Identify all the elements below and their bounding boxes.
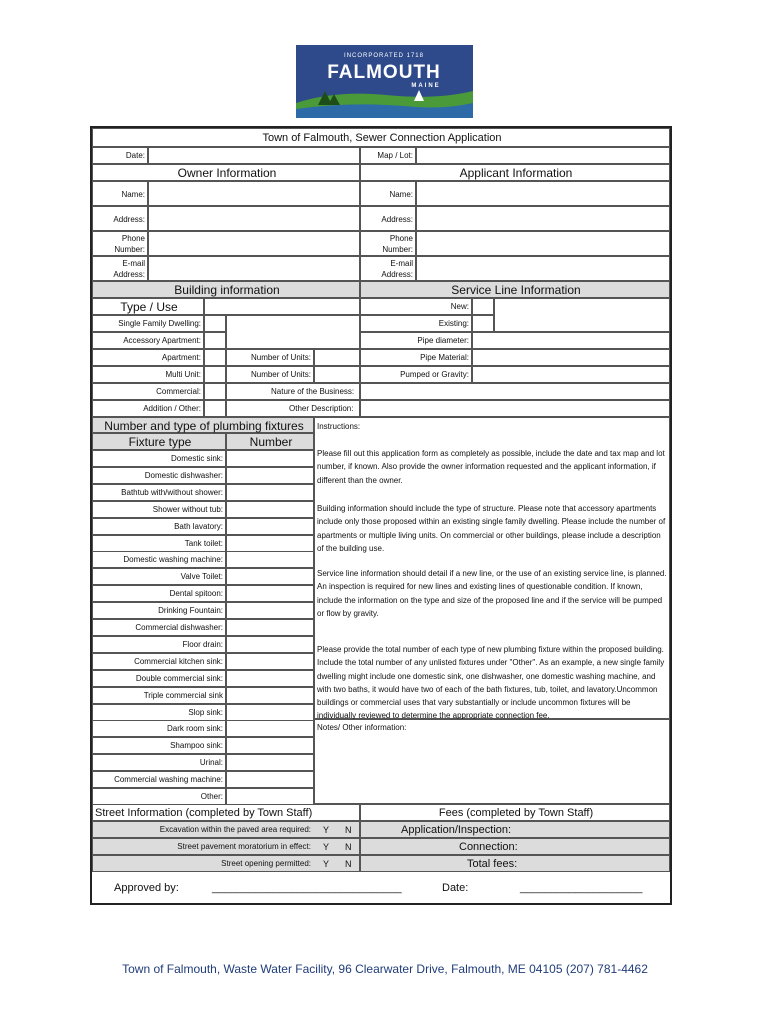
fixture-row-label xyxy=(92,737,226,754)
fixture-label: Urinal: xyxy=(199,758,223,767)
fixture-number-field[interactable] xyxy=(226,737,314,754)
street-q1-no[interactable]: N xyxy=(345,825,352,835)
fixture-row-label xyxy=(92,670,226,687)
applicant-phone-label-cell xyxy=(360,231,416,256)
fixture-number-field[interactable] xyxy=(226,585,314,602)
fixture-label: Commercial kitchen sink: xyxy=(134,657,223,666)
fixture-row-label xyxy=(92,467,226,484)
fees-heading-cell xyxy=(360,804,670,821)
fixture-row-label xyxy=(92,619,226,636)
logo-state: MAINE xyxy=(411,83,441,89)
date-label-cell xyxy=(92,147,148,164)
applicant-phone-label-2: Number: xyxy=(382,245,413,254)
pumped-label: Pumped or Gravity: xyxy=(400,370,469,379)
fee-app-row xyxy=(360,821,670,838)
owner-name-label: Name: xyxy=(121,190,145,199)
addition-label-cell xyxy=(92,400,204,417)
street-q2-no[interactable]: N xyxy=(345,842,352,852)
building-heading-cell xyxy=(92,281,360,298)
applicant-phone-field[interactable] xyxy=(416,231,670,256)
fixture-row-label xyxy=(92,704,226,721)
notes-box[interactable] xyxy=(314,719,670,804)
nature-label-cell xyxy=(226,383,360,400)
falmouth-logo xyxy=(296,45,473,118)
fixture-row-label xyxy=(92,653,226,670)
fixture-label: Other: xyxy=(200,792,223,801)
applicant-email-label-2: Address: xyxy=(381,270,413,279)
approved-by-label: Approved by: xyxy=(114,882,179,894)
service-spacer xyxy=(494,298,670,332)
fixture-number-field[interactable] xyxy=(226,670,314,687)
fee-app-label: Application/Inspection: xyxy=(401,824,512,836)
fixture-row-label xyxy=(92,636,226,653)
fixture-row-label xyxy=(92,568,226,585)
map-lot-label-cell xyxy=(360,147,416,164)
applicant-email-field[interactable] xyxy=(416,256,670,281)
material-label-cell xyxy=(360,349,472,366)
footer-address: Town of Falmouth, Waste Water Facility, 96 Clearwater Drive, Falmouth, ME 04105 (207) 781-4462 xyxy=(122,962,648,976)
fixture-number-field[interactable] xyxy=(226,551,314,568)
fixture-label: Domestic washing machine: xyxy=(123,555,223,564)
acc-label-cell xyxy=(92,332,204,349)
approval-date-label: Date: xyxy=(442,882,469,894)
other-desc-label: Other Description: xyxy=(289,404,354,413)
owner-address-label: Address: xyxy=(113,215,145,224)
pumped-field[interactable] xyxy=(472,366,670,383)
fixture-number-field[interactable] xyxy=(226,653,314,670)
fixture-label: Dark room sink: xyxy=(166,724,223,733)
fixture-label: Bathtub with/without shower: xyxy=(121,488,223,497)
acc-label: Accessory Apartment: xyxy=(123,336,201,345)
diameter-field[interactable] xyxy=(472,332,670,349)
street-q2-row xyxy=(92,838,360,855)
applicant-name-field[interactable] xyxy=(416,181,670,206)
units2-label-cell xyxy=(226,366,314,383)
owner-phone-label-cell xyxy=(92,231,148,256)
fixture-label: Slop sink: xyxy=(188,708,223,717)
instructions-p2: Building information should include the type of structure. Please note that accessory apartments include only those proposed within an existing single family dwelling. Please include the number of apartments or multiple living units. On commercial or other buildings, please include a description of the building use. xyxy=(317,504,666,553)
instructions-p1: Please fill out this application form as completely as possible, include the date and tax map and lot number, if known. Also provide the owner information requested and the applicant information, if different than the owner. xyxy=(317,449,665,485)
owner-address-field[interactable] xyxy=(148,206,360,231)
building-heading: Building information xyxy=(174,283,280,297)
existing-label-cell xyxy=(360,315,472,332)
owner-email-field[interactable] xyxy=(148,256,360,281)
fee-conn-row xyxy=(360,838,670,855)
plumbing-heading-cell xyxy=(92,417,314,433)
number-label: Number xyxy=(249,435,293,449)
street-q1-row xyxy=(92,821,360,838)
plumbing-heading: Number and type of plumbing fixtures xyxy=(104,419,304,433)
fixture-number-field[interactable] xyxy=(226,501,314,518)
date-label: Date: xyxy=(125,151,145,160)
instructions-p3: Service line information should detail if a new line, or the use of an existing service line, is planned. An inspection is required for new lines and existing lines of questionable condition. If known, include the information on the type and size of the proposed line and if the service will be pumped or flow by gravity. xyxy=(317,569,667,618)
street-q1-yes[interactable]: Y xyxy=(323,825,330,835)
fixture-row-label xyxy=(92,450,226,467)
owner-heading: Owner Information xyxy=(177,166,277,180)
fixture-row-label xyxy=(92,585,226,602)
fixture-label: Bath lavatory: xyxy=(174,522,223,531)
applicant-name-label: Name: xyxy=(389,190,413,199)
commercial-label-cell xyxy=(92,383,204,400)
fixture-label: Commercial dishwasher: xyxy=(135,623,223,632)
apt-field[interactable] xyxy=(204,349,226,366)
new-label: New: xyxy=(450,302,469,311)
applicant-heading: Applicant Information xyxy=(459,166,573,180)
fixture-number-field[interactable] xyxy=(226,518,314,535)
fixture-label: Commercial washing machine: xyxy=(114,775,223,784)
existing-label: Existing: xyxy=(438,319,469,328)
applicant-heading-cell xyxy=(360,164,670,181)
street-q3-yes[interactable]: Y xyxy=(323,859,330,869)
units2-label: Number of Units: xyxy=(250,370,311,379)
street-q2: Street pavement moratorium in effect: xyxy=(177,842,311,851)
service-heading: Service Line Information xyxy=(451,283,581,297)
fixture-number-field[interactable] xyxy=(226,687,314,704)
fixture-number-field[interactable] xyxy=(226,602,314,619)
pumped-label-cell xyxy=(360,366,472,383)
material-field[interactable] xyxy=(472,349,670,366)
fixture-row-label xyxy=(92,720,226,737)
nature-label: Nature of the Business: xyxy=(271,387,355,396)
fixture-row-label xyxy=(92,771,226,788)
addition-label: Addition / Other: xyxy=(143,404,201,413)
fixture-label: Double commercial sink: xyxy=(135,674,223,683)
owner-email-label-1: E-mail xyxy=(122,259,145,268)
fee-conn-label: Connection: xyxy=(459,841,518,853)
fees-heading: Fees (completed by Town Staff) xyxy=(438,807,594,819)
fixture-label: Tank toilet: xyxy=(184,539,223,548)
other-desc-label-cell xyxy=(226,400,360,417)
new-label-cell xyxy=(360,298,472,315)
fee-total-label: Total fees: xyxy=(467,858,518,870)
title-cell xyxy=(92,128,670,147)
street-heading-cell xyxy=(92,804,360,821)
multi-label-cell xyxy=(92,366,204,383)
units2-field[interactable] xyxy=(314,366,360,383)
units1-label-cell xyxy=(226,349,314,366)
street-q3-no[interactable]: N xyxy=(345,859,352,869)
fixture-number-field[interactable] xyxy=(226,535,314,552)
owner-phone-label-2: Number: xyxy=(114,245,145,254)
nature-field[interactable] xyxy=(360,383,670,400)
apt-label-cell xyxy=(92,349,204,366)
type-use-spacer xyxy=(204,298,360,315)
units1-field[interactable] xyxy=(314,349,360,366)
service-heading-cell xyxy=(360,281,670,298)
fixture-number-field[interactable] xyxy=(226,788,314,805)
fixture-label: Domestic sink: xyxy=(170,454,223,463)
sfd-label: Single Family Dwelling: xyxy=(118,319,201,328)
applicant-address-label-cell xyxy=(360,206,416,231)
fixture-number-field[interactable] xyxy=(226,704,314,721)
owner-name-field[interactable] xyxy=(148,181,360,206)
fixture-label: Valve Toilet: xyxy=(180,572,223,581)
fixture-label: Triple commercial sink xyxy=(143,691,223,700)
map-lot-field[interactable] xyxy=(416,147,670,164)
fixture-number-field[interactable] xyxy=(226,771,314,788)
addition-field[interactable] xyxy=(204,400,226,417)
sfd-label-cell xyxy=(92,315,204,332)
other-desc-field[interactable] xyxy=(360,400,670,417)
owner-name-label-cell xyxy=(92,181,148,206)
multi-field[interactable] xyxy=(204,366,226,383)
applicant-address-field[interactable] xyxy=(416,206,670,231)
fixture-row-label xyxy=(92,687,226,704)
fixture-row-label xyxy=(92,602,226,619)
fixture-row-label xyxy=(92,518,226,535)
map-lot-label: Map / Lot: xyxy=(377,151,413,160)
owner-address-label-cell xyxy=(92,206,148,231)
fixture-label: Domestic dishwasher: xyxy=(144,471,223,480)
fixture-label: Dental spitoon: xyxy=(169,589,223,598)
sewer-application-form xyxy=(90,126,672,905)
fixture-number-field[interactable] xyxy=(226,450,314,467)
fixture-number-field[interactable] xyxy=(226,568,314,585)
type-use-label: Type / Use xyxy=(120,300,178,314)
applicant-phone-label-1: Phone xyxy=(389,234,413,243)
diameter-label-cell xyxy=(360,332,472,349)
notes-label: Notes/ Other information: xyxy=(317,723,407,732)
number-cell xyxy=(226,433,314,450)
fixture-row-label xyxy=(92,535,226,552)
fixture-type-cell xyxy=(92,433,226,450)
material-label: Pipe Material: xyxy=(420,353,469,362)
fixture-row-label xyxy=(92,551,226,568)
fee-total-row xyxy=(360,855,670,872)
owner-email-label-2: Address: xyxy=(113,270,145,279)
street-q1: Excavation within the paved area required: xyxy=(159,825,311,834)
applicant-email-label-1: E-mail xyxy=(390,259,413,268)
street-q2-yes[interactable]: Y xyxy=(323,842,330,852)
owner-email-label-cell xyxy=(92,256,148,281)
commercial-field[interactable] xyxy=(204,383,226,400)
fixture-number-field[interactable] xyxy=(226,467,314,484)
diameter-label: Pipe diameter: xyxy=(417,336,469,345)
instructions-label: Instructions: xyxy=(317,422,361,431)
approved-by-line[interactable]: _______________________________ xyxy=(212,882,402,894)
fixture-row-label xyxy=(92,484,226,501)
instructions-box xyxy=(314,417,670,719)
applicant-email-label-cell xyxy=(360,256,416,281)
applicant-name-label-cell xyxy=(360,181,416,206)
fixture-label: Drinking Fountain: xyxy=(158,606,223,615)
acc-field[interactable] xyxy=(204,332,226,349)
fixture-number-field[interactable] xyxy=(226,484,314,501)
street-q3: Street opening permitted: xyxy=(221,859,311,868)
logo-top-text: INCORPORATED 1718 xyxy=(344,53,424,59)
fixture-row-label xyxy=(92,754,226,771)
units1-label: Number of Units: xyxy=(250,353,311,362)
sfd-acc-spacer xyxy=(226,315,360,349)
approval-date-line[interactable]: ____________________ xyxy=(520,882,643,894)
logo-name: FALMOUTH xyxy=(327,62,441,83)
owner-phone-label-1: Phone xyxy=(121,234,145,243)
fixture-type-label: Fixture type xyxy=(128,435,192,449)
fixture-number-field[interactable] xyxy=(226,720,314,737)
fixture-row-label xyxy=(92,788,226,805)
fixture-row-label xyxy=(92,501,226,518)
instructions-p4: Please provide the total number of each type of new plumbing fixture within the proposed building. Include the total number of any unlisted fixtures under "Other". As an example, a new single family dwelling might include one domestic sink, one dishwasher, one domestic washing machine, and with two baths, it would have two of each of the bath fixtures, tub, toilet, and lavatory.Uncommon buildings or commercial uses that vary substantially or include uncommon fixtures will be individually reviewed to determine the appropriate connection fee. xyxy=(317,645,665,721)
new-field[interactable] xyxy=(472,298,494,315)
existing-field[interactable] xyxy=(472,315,494,332)
sfd-field[interactable] xyxy=(204,315,226,332)
fixture-label: Shower without tub: xyxy=(152,505,223,514)
apt-label: Apartment: xyxy=(161,353,201,362)
date-field[interactable] xyxy=(148,147,360,164)
commercial-label: Commercial: xyxy=(156,387,201,396)
street-q3-row xyxy=(92,855,360,872)
applicant-address-label: Address: xyxy=(381,215,413,224)
fixture-number-field[interactable] xyxy=(226,754,314,771)
owner-heading-cell xyxy=(92,164,360,181)
fixture-label: Shampoo sink: xyxy=(170,741,223,750)
form-title: Town of Falmouth, Sewer Connection Application xyxy=(262,132,502,144)
owner-phone-field[interactable] xyxy=(148,231,360,256)
type-use-cell xyxy=(92,298,204,315)
multi-label: Multi Unit: xyxy=(165,370,201,379)
fixture-label: Floor drain: xyxy=(182,640,223,649)
fixture-number-field[interactable] xyxy=(226,636,314,653)
street-heading: Street Information (completed by Town Staff) xyxy=(95,807,313,819)
fixture-number-field[interactable] xyxy=(226,619,314,636)
